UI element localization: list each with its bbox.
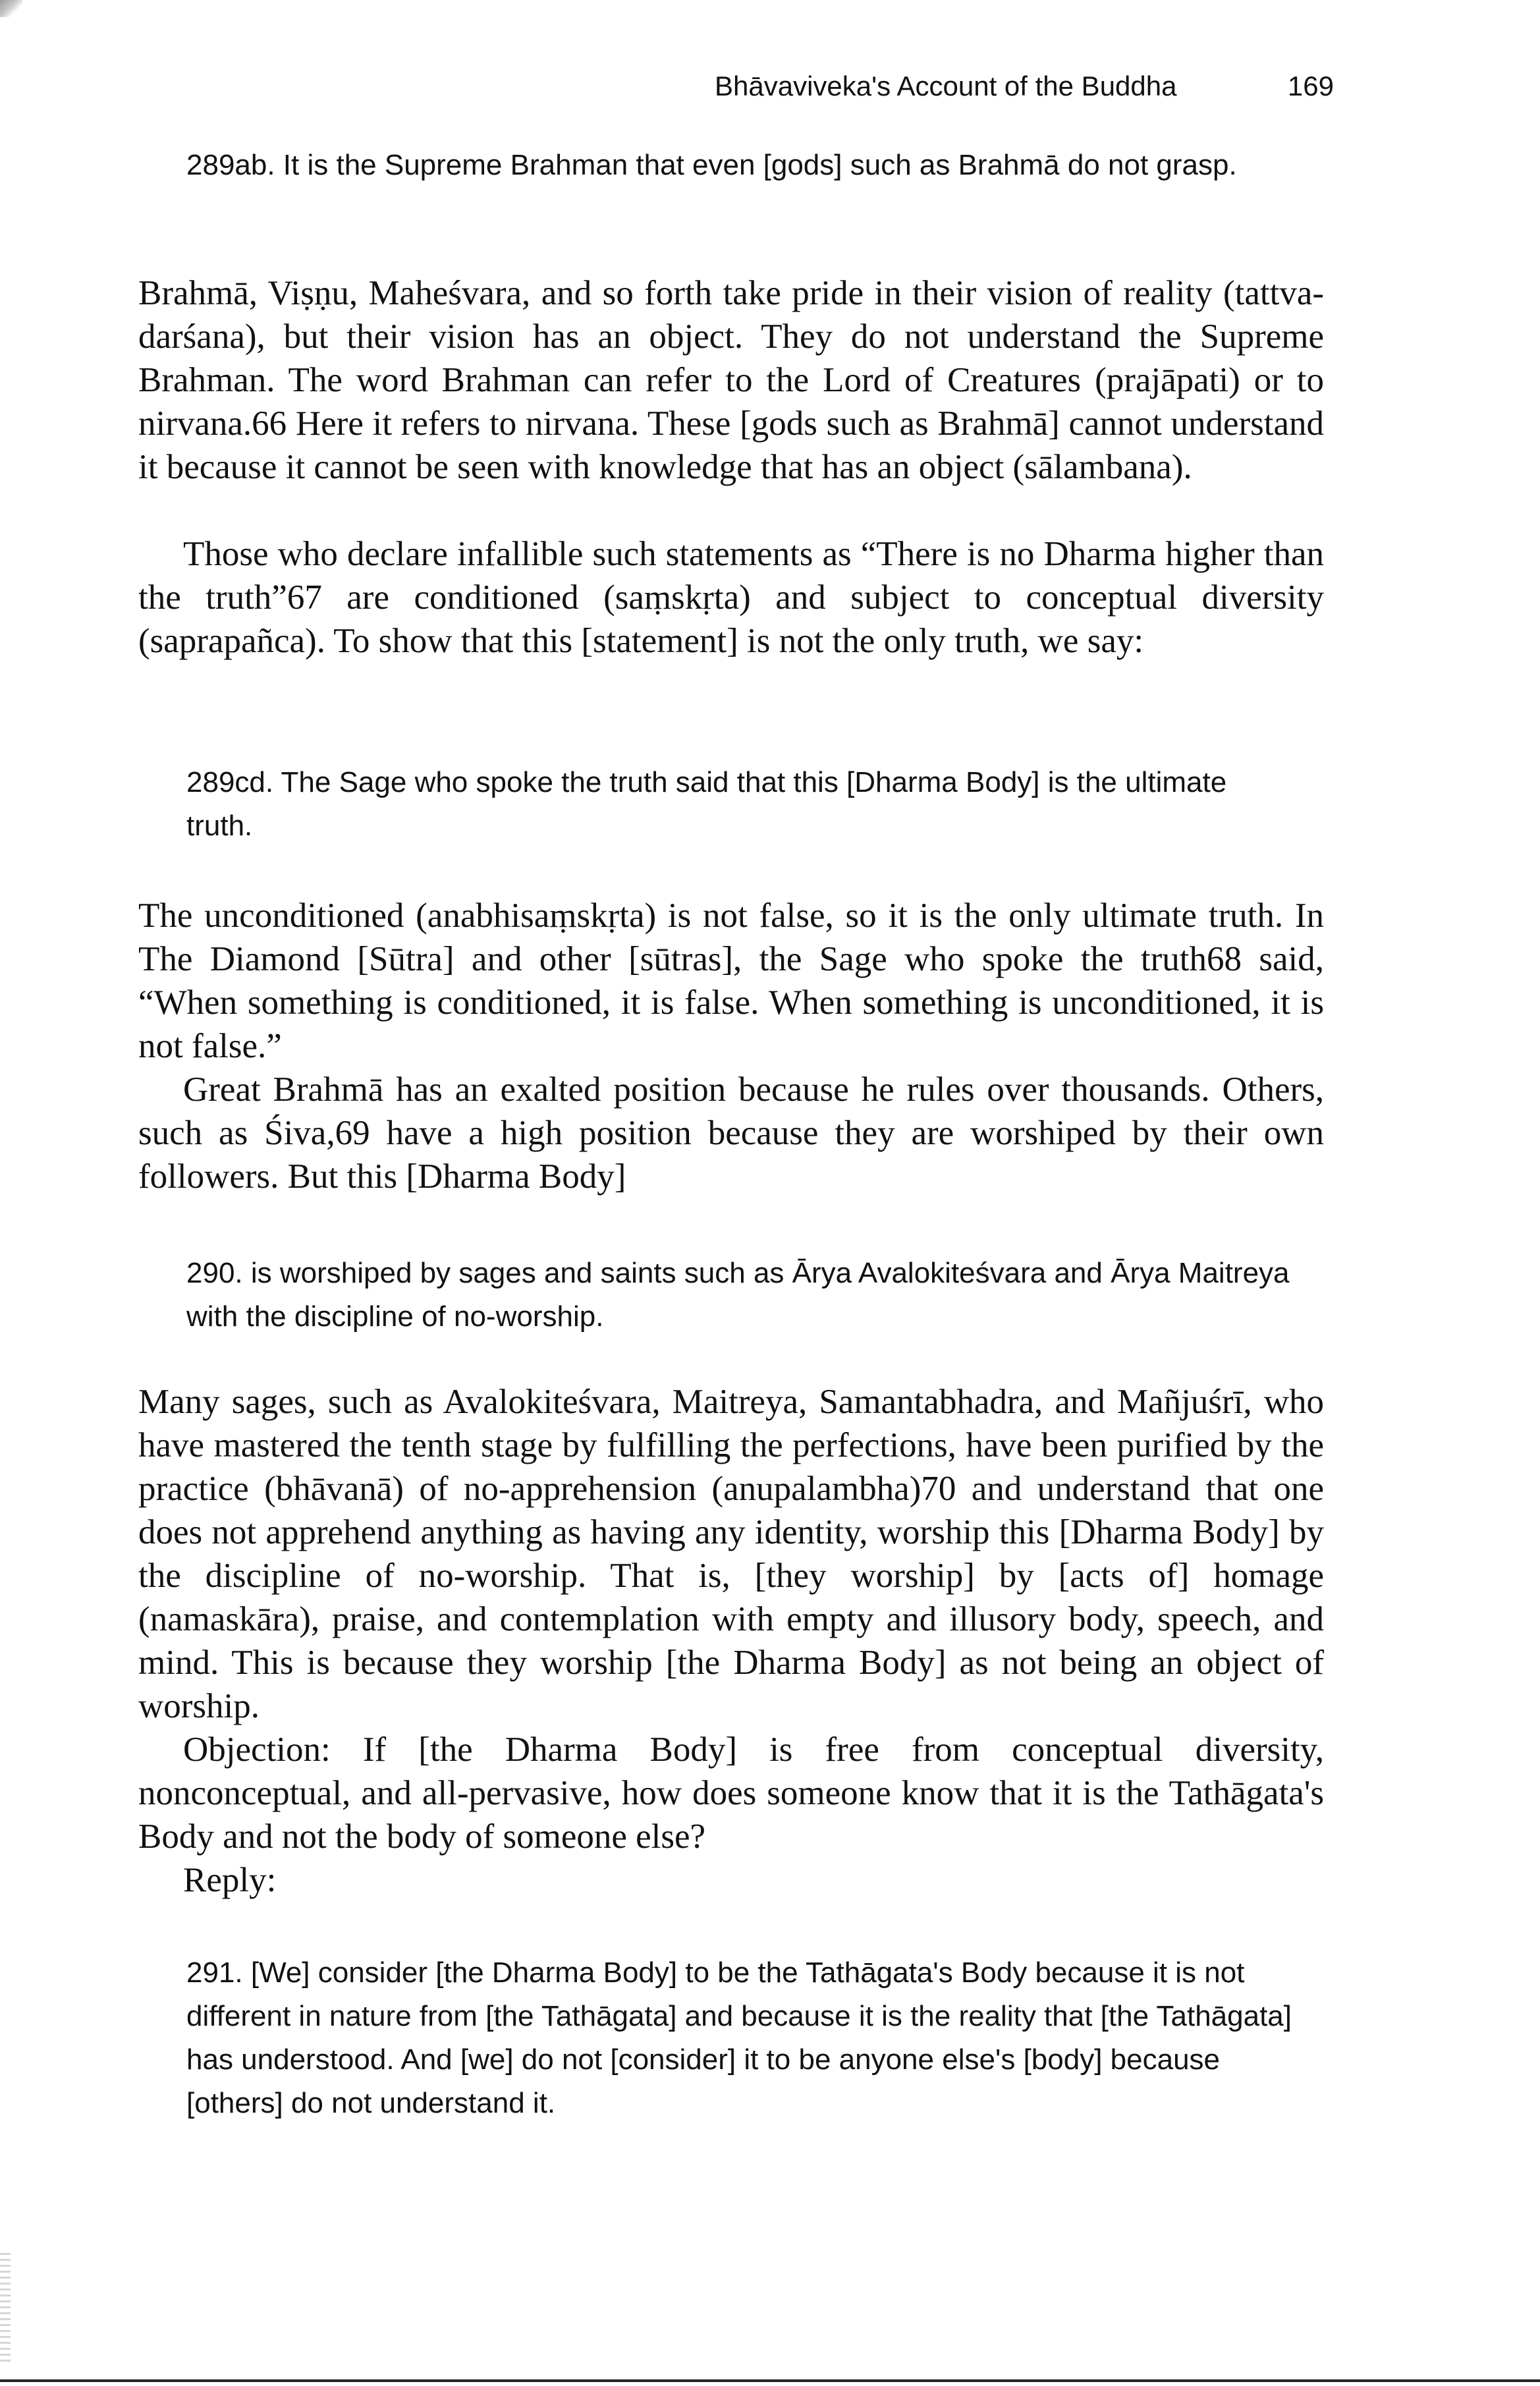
paragraph-5 [138, 1380, 1324, 1728]
paragraph-2-text: Those who declare infallible such statements as “There is no Dharma higher than the truth”67 are conditioned (saṃskṛta) and subject to conceptual diversity (saprapañca). To show that this [statement] is not the only truth, we say: [138, 535, 1324, 660]
page-number: 169 [1287, 70, 1334, 101]
paragraph-5-text: Many sages, such as Avalokiteśvara, Maitreya, Samantabhadra, and Mañjuśrī, who have mastered the tenth stage by fulfilling the perfections, have been purified by the practice (bhāvanā) of no-apprehension (anupalambha)70 and understand that one does not apprehend anything as having any identity, worship this [Dharma Body] by the discipline of no-worship. That is, [they worship] by [acts of] homage (namaskāra), praise, and contemplation with empty and illusory body, speech, and mind. This is because they worship [the Dharma Body] as not being an object of worship. [138, 1383, 1324, 1725]
verse-289ab: 289ab. It is the Supreme Brahman that even [gods] such as Brahmā do not grasp. [186, 149, 1237, 181]
verse-290: 290. is worshiped by sages and saints such as Ārya Avalokiteśvara and Ārya Maitreya with the discipline of no-worship. [186, 1257, 1290, 1333]
verse-291: 291. [We] consider [the Dharma Body] to be the Tathāgata's Body because it is not different in nature from [the Tathāgata] and because it is the reality that [the Tathāgata] has understood. And [we] do not [consider] it to be anyone else's [body] because [others] do not understand it. [186, 1956, 1292, 2119]
paragraph-4-text: Great Brahmā has an exalted position because he rules over thousands. Others, such as Śiva,69 have a high position because they are worshiped by their own followers. But this [Dharma Body] [138, 1070, 1324, 1196]
scan-corner-mark [0, 0, 22, 17]
paragraph-3-text: The unconditioned (anabhisaṃskṛta) is not false, so it is the only ultimate truth. In The Diamond [Sūtra] and other [sūtras], the Sage who spoke the truth68 said, “When something is conditioned, it is false. When something is unconditioned, it is not false.” [138, 897, 1324, 1065]
paragraph-6-text: Objection: If [the Dharma Body] is free from conceptual diversity, nonconceptual, and all-pervasive, how does someone know that it is the Tathāgata's Body and not the body of someone else? [138, 1731, 1324, 1856]
paragraph-7-text: Reply: [183, 1861, 277, 1899]
paragraph-2 [138, 532, 1324, 663]
paragraph-4 [138, 1068, 1324, 1198]
running-title: Bhāvaviveka's Account of the Buddha [715, 70, 1177, 101]
paragraph-7 [138, 1858, 1324, 1902]
paragraph-1-text: Brahmā, Viṣṇu, Maheśvara, and so forth take pride in their vision of reality (tattva-darśana), but their vision has an object. They do not understand the Supreme Brahman. The word Brahman can refer to the Lord of Creatures (prajāpati) or to nirvana.66 Here it refers to nirvana. These [gods such as Brahmā] cannot understand it because it cannot be seen with knowledge that has an object (sālambana). [138, 274, 1324, 486]
paragraph-6 [138, 1728, 1324, 1858]
scan-bottom-edge [0, 2379, 1540, 2382]
verse-289cd: 289cd. The Sage who spoke the truth said that this [Dharma Body] is the ultimate truth. [186, 766, 1227, 842]
scan-edge-marks [0, 2253, 11, 2365]
paragraph-3 [138, 894, 1324, 1068]
running-header [715, 63, 1334, 109]
paragraph-1 [138, 271, 1324, 489]
